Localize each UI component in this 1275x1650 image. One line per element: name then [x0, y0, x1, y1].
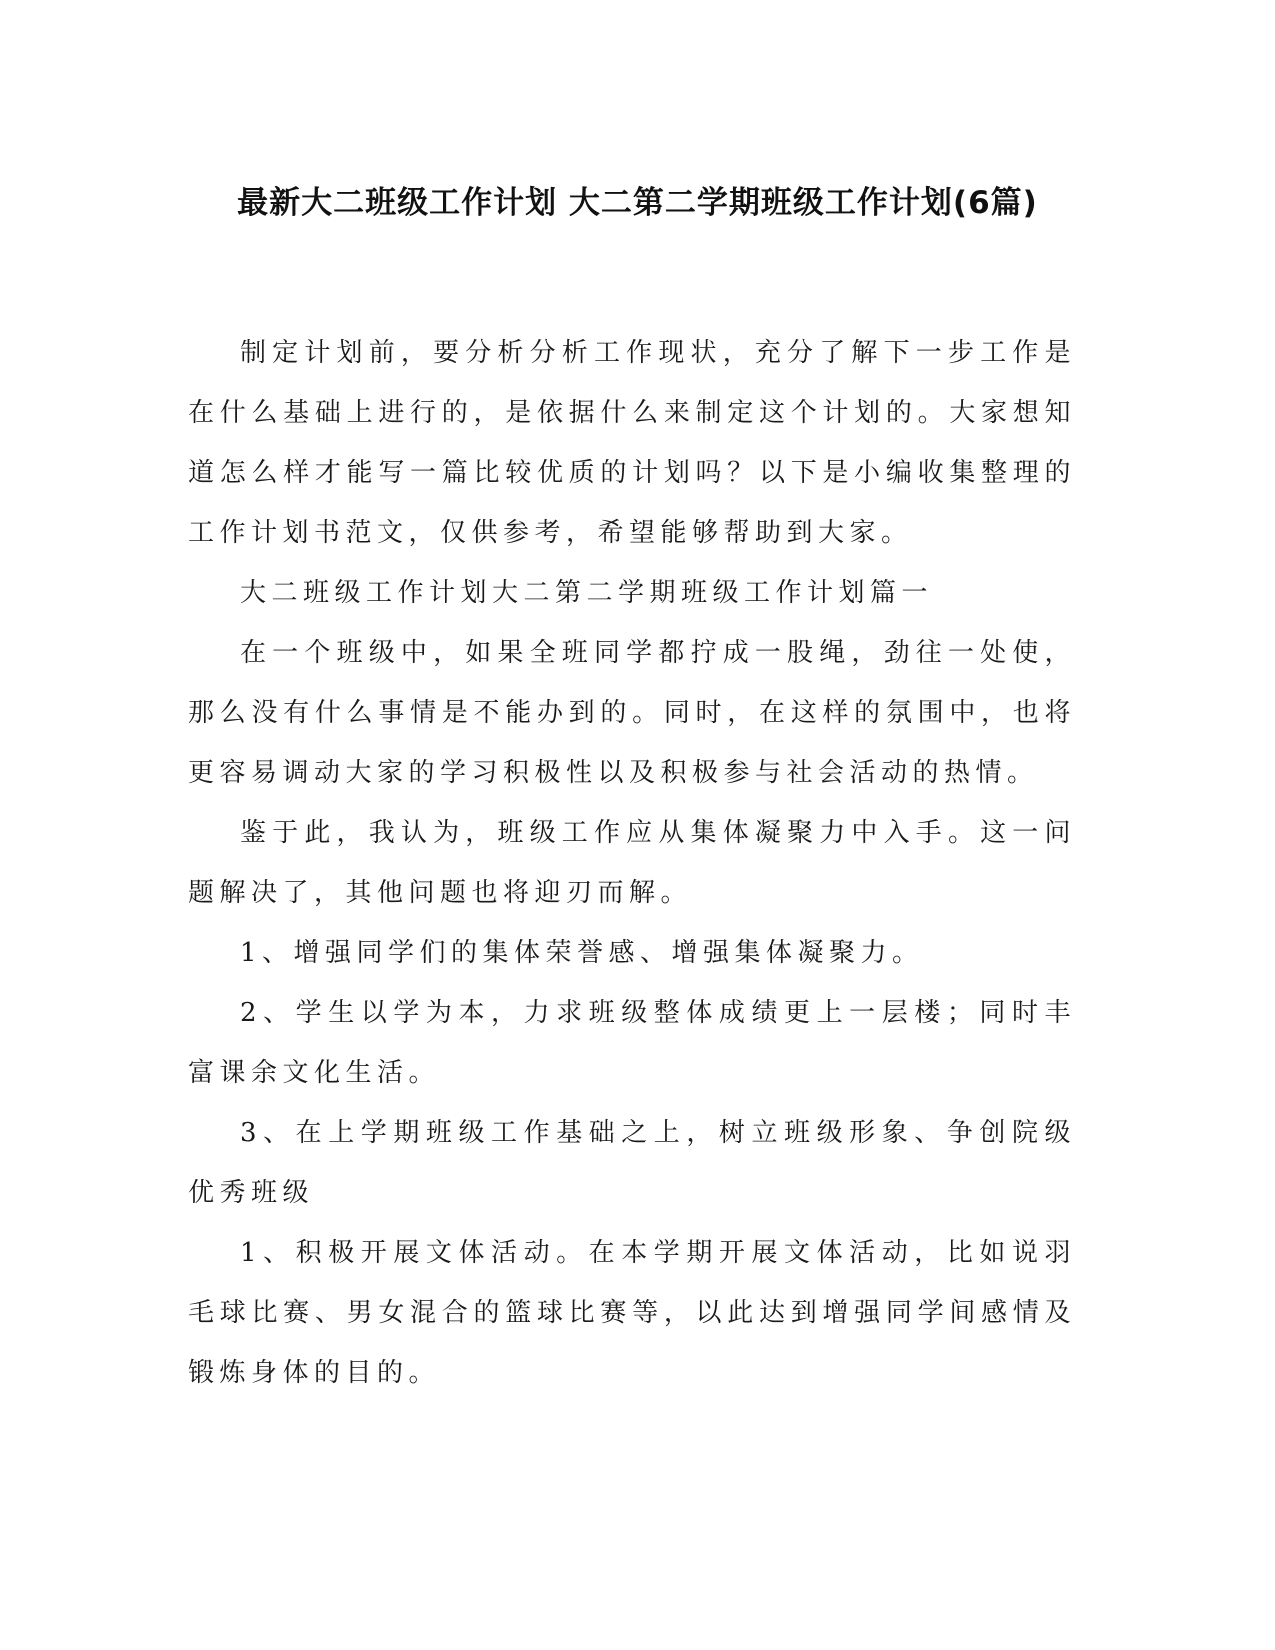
document-title: 最新大二班级工作计划 大二第二学期班级工作计划(6篇) [237, 185, 1038, 221]
list-item: 1、积极开展文体活动。在本学期开展文体活动，比如说羽毛球比赛、男女混合的篮球比赛等，以此达到增强同学间感情及锻炼身体的目的。 [188, 1238, 1076, 1388]
list-item: 1、增强同学们的集体荣誉感、增强集体凝聚力。 [240, 938, 924, 968]
paragraph-intro: 制定计划前，要分析分析工作现状，充分了解下一步工作是在什么基础上进行的，是依据什么来制定这个计划的。大家想知道怎么样才能写一篇比较优质的计划吗？以下是小编收集整理的工作计划书范文，仅供参考，希望能够帮助到大家。 [188, 338, 1076, 548]
paragraph: 在一个班级中，如果全班同学都拧成一股绳，劲往一处使，那么没有什么事情是不能办到的。同时，在这样的氛围中，也将更容易调动大家的学习积极性以及积极参与社会活动的热情。 [188, 638, 1076, 788]
paragraph: 鉴于此，我认为，班级工作应从集体凝聚力中入手。这一问题解决了，其他问题也将迎刃而解。 [188, 818, 1076, 908]
section-heading: 大二班级工作计划大二第二学期班级工作计划篇一 [240, 578, 934, 608]
list-item: 3、在上学期班级工作基础之上，树立班级形象、争创院级优秀班级 [188, 1118, 1076, 1208]
document-body [188, 323, 1076, 1403]
list-item: 2、学生以学为本，力求班级整体成绩更上一层楼；同时丰富课余文化生活。 [188, 998, 1076, 1088]
